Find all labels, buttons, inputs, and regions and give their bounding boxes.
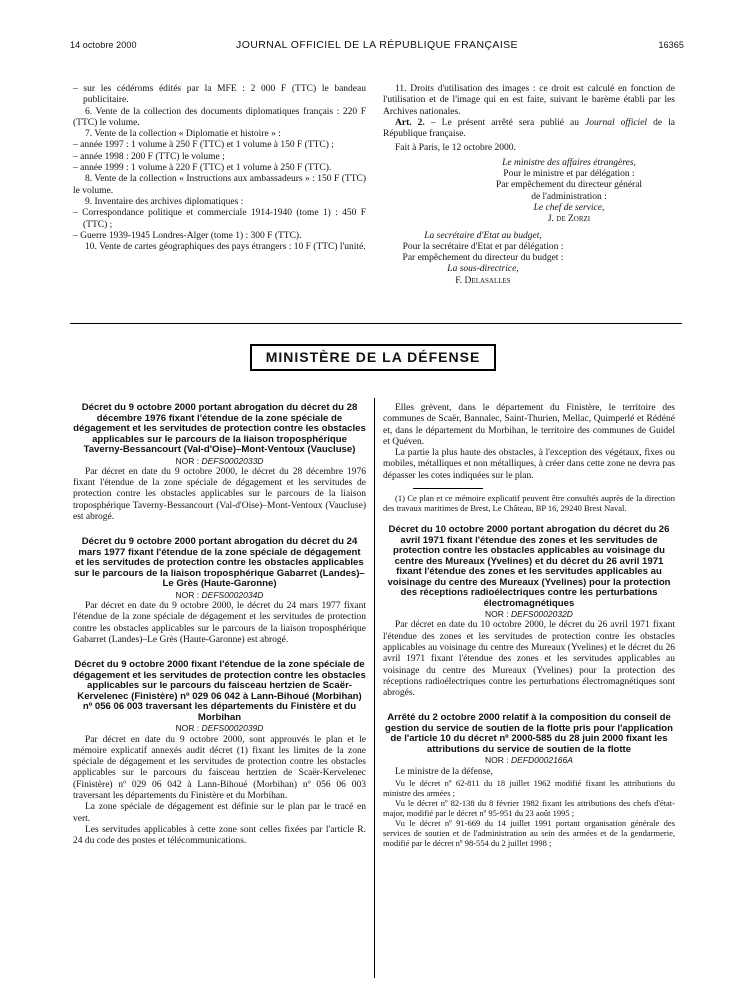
signature-block-1: Le ministre des affaires étrangères, Pour le ministre et par délégation : Par empêchement du directeur général de l'administration : Le chef de service, J. de Zorzi <box>463 158 675 226</box>
decree-title: Décret du 9 octobre 2000 portant abrogation du décret du 24 mars 1977 fixant l'étendue de la zone spéciale de dégagement et les servitudes de protection contre les obstacles applicables sur le parcours de la liaison troposphérique Gabarret (Landes)–Le Grès (Haute-Garonne) <box>74 536 365 590</box>
order-line: Vu le décret nº 82-138 du 8 février 1982 fixant les attributions des chefs d'état-major, modifié par le décret nº 95-951 du 23 août 1995 ; <box>383 798 675 819</box>
list-item: 9. Inventaire des archives diplomatiques : <box>85 196 244 207</box>
decree-title: Décret du 9 octobre 2000 fixant l'étendue de la zone spéciale de dégagement et les servitudes de protection contre les obstacles applicables sur le parcours du faisceau hertzien de Scaër-Kervelenec (Finistère) nº 029 06 042 à Lann-Bihoué (Morbihan) nº 056 06 003 traversant les départements du Finistère et du Morbihan <box>73 659 366 723</box>
list-item: 6. Vente de la collection des documents diplomatiques français : 220 F (TTC) le volume. <box>73 106 366 128</box>
decree-body: Les servitudes applicables à cette zone sont celles fixées par l'article R. 24 du code des postes et télécommunications. <box>73 824 366 847</box>
list-item: 7. Vente de la collection « Diplomatie et histoire » : <box>85 129 281 140</box>
decree-title: Décret du 9 octobre 2000 portant abrogation du décret du 28 décembre 1976 fixant l'étendue de la zone spéciale de dégagement et les servitudes de protection contre les obstacles applicables sur le parcours de la liaison troposphérique Taverny-Bessancourt (Val-d'Oise)–Mont-Ventoux (Vaucluse) <box>73 402 366 455</box>
order-line: Vu le décret nº 91-669 du 14 juillet 1991 portant organisation générale des services de soutien et de l'administration au sein des armées et de la gendarmerie, modifié par le décret nº 98-554 du 2 juillet 1998 ; <box>383 818 675 849</box>
signature-name: J. de Zorzi <box>547 214 591 225</box>
nor-reference: NOR : DEFS0002032D <box>485 609 573 620</box>
journal-title: JOURNAL OFFICIEL DE LA RÉPUBLIQUE FRANÇAISE <box>236 39 518 51</box>
signature-name: F. Delasalles <box>455 275 511 286</box>
decree-body: Par décret en date du 10 octobre 2000, le décret du 26 avril 1971 fixant l'étendue des zones et les servitudes de protection contre les obstacles applicables au voisinage du centre des Mureaux (Yvelines) et le décret du 26 avril 1971 fixant l'étendue des zones et les servitudes applicables au voisinage du centre des Mureaux (Yvelines) pour la protection des réceptions radioélectriques contre les perturbations électromagnétiques sont abrogés. <box>383 620 675 699</box>
footnote: (1) Ce plan et ce mémoire explicatif peuvent être consultés auprès de la direction des travaux maritimes de Brest, Le Château, BP 16, 29240 Brest Naval. <box>383 493 675 514</box>
list-item: 8. Vente de la collection « Instructions aux ambassadeurs » : 150 F (TTC) le volume. <box>73 174 366 196</box>
paragraph: Elles grèvent, dans le département du Finistère, le territoire des communes de Scaër, Bannalec, Saint-Thurien, Mellac, Quimperlé et Rédéné et, dans le département du Morbihan, le territoire des communes de Guidel et Quéven. <box>383 403 675 447</box>
date-line: Fait à Paris, le 12 octobre 2000. <box>395 143 516 154</box>
nor-reference: NOR : DEFS0002033D <box>175 455 264 466</box>
top-right-column <box>383 84 675 287</box>
left-column <box>73 403 366 848</box>
decree-title: Décret du 10 octobre 2000 portant abrogation du décret du 26 avril 1971 fixant l'étendue des zones et les servitudes de protection contre les obstacles applicables au voisinage du centre des Mureaux (Yvelines) et du décret du 26 avril 1971 fixant l'étendue des zones et les servitudes applicables au voisinage du centre des Mureaux (Yvelines) pour la protection des réceptions radioélectriques contre les perturbations électromagnétiques <box>387 524 671 609</box>
signature-block-2: La secrétaire d'Etat au budget, Pour la secrétaire d'Etat et par délégation : Par empêchement du directeur du budget : La sous-directrice, F. Delasalles <box>383 231 583 287</box>
ministry-heading: MINISTÈRE DE LA DÉFENSE <box>250 344 496 371</box>
order-title: Arrêté du 2 octobre 2000 relatif à la composition du conseil de gestion du service de soutien de la flotte pris pour l'application de l'article 10 du décret nº 2000-585 du 28 juin 2000 fixant les attributions du service de soutien de la flotte <box>384 712 673 755</box>
nor-reference: NOR : DEFD0002166A <box>485 755 573 766</box>
decree-body: Par décret en date du 9 octobre 2000, sont approuvés le plan et le mémoire explicatif annexés audit décret (1) fixant les limites de la zone spéciale de dégagement et les servitudes de protection contre les obstacles applicables sur le parcours du faisceau hertzien de Scaër-Kervelenec (Finistère) nº 029 06 042 à Lann-Bihoué (Morbihan) nº 056 06 003 traversant les départements du Finistère et du Morbihan. <box>73 734 366 802</box>
list-item: – année 1999 : 1 volume à 220 F (TTC) et 1 volume à 250 F (TTC). <box>73 163 332 174</box>
list-item: – sur les cédéroms édités par la MFE : 2 000 F (TTC) le bandeau publicitaire. <box>73 84 366 106</box>
page-number: 16365 <box>658 40 684 50</box>
right-column <box>383 403 675 848</box>
list-item: – année 1998 : 200 F (TTC) le volume ; <box>73 151 225 162</box>
article-label: Art. 2. <box>395 117 425 128</box>
paragraph: 11. Droits d'utilisation des images : ce droit est calculé en fonction de l'utilisation et de l'image qui en est faite, suivant le barème établi par les Archives nationales. <box>383 84 675 117</box>
article-2: Art. 2. – Le présent arrêté sera publié au Journal officiel de la République française. <box>383 117 675 140</box>
paragraph: La partie la plus haute des obstacles, à l'exception des végétaux, fixes ou mobiles, métalliques et non métalliques, à créer dans cette zone ne devra pas dépasser les cotes indiquées sur le plan. <box>383 448 675 481</box>
list-item: 10. Vente de cartes géographiques des pays étrangers : 10 F (TTC) l'unité. <box>85 242 366 253</box>
decree-body: Par décret en date du 9 octobre 2000, le décret du 24 mars 1977 fixant l'étendue de la zone spéciale de dégagement et les servitudes de protection contre les obstacles applicables sur le parcours de la liaison troposphérique Gabarret (Landes)–Le Grès (Haute-Garonne) est abrogé. <box>73 601 366 645</box>
top-left-column <box>73 84 366 253</box>
list-item: – Guerre 1939-1945 Londres-Alger (tome 1) : 300 F (TTC). <box>73 230 302 241</box>
decree-body: Par décret en date du 9 octobre 2000, le décret du 28 décembre 1976 fixant l'étendue de la zone spéciale de dégagement et les servitudes de protection contre les obstacles applicables sur le parcours de la liaison troposphérique Taverny-Bessancourt (Val-d'Oise)–Mont-Ventoux (Vaucluse) est abrogé. <box>73 466 366 522</box>
order-line: Le ministre de la défense, <box>395 766 493 777</box>
nor-reference: NOR : DEFS0002034D <box>175 589 264 600</box>
header-date: 14 octobre 2000 <box>70 40 137 50</box>
section-divider <box>70 323 682 324</box>
column-separator <box>374 398 375 978</box>
footnote-rule <box>413 488 483 489</box>
decree-body: La zone spéciale de dégagement est définie sur le plan par le tracé en vert. <box>73 802 366 824</box>
list-item: – année 1997 : 1 volume à 250 F (TTC) et 1 volume à 150 F (TTC) ; <box>73 140 334 151</box>
list-item: – Correspondance politique et commerciale 1914-1940 (tome 1) : 450 F (TTC) ; <box>73 208 366 230</box>
order-line: Vu le décret nº 62-811 du 18 juillet 1962 modifié fixant les attributions du ministre des armées ; <box>383 778 675 799</box>
nor-reference: NOR : DEFS0002039D <box>175 723 264 734</box>
